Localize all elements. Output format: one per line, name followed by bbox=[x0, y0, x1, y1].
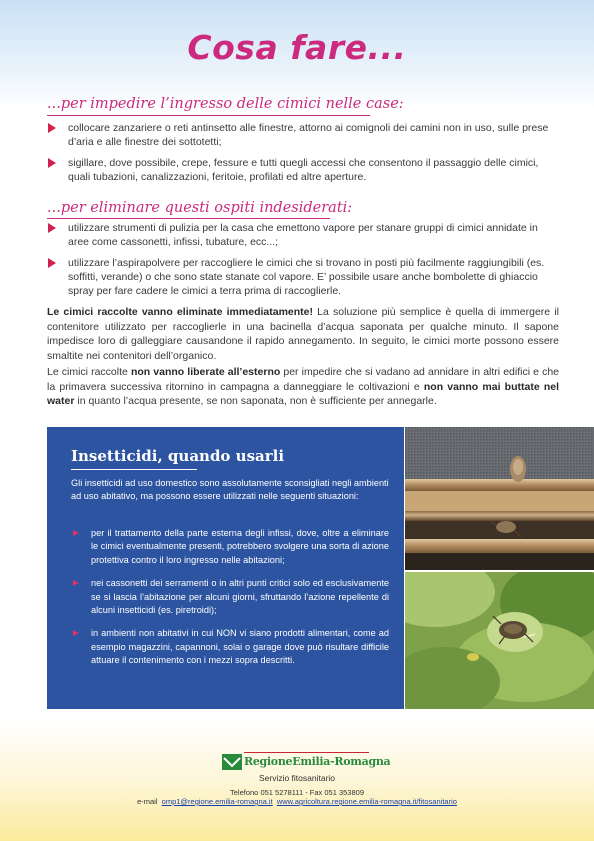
service-name: Servizio fitosanitario bbox=[258, 773, 336, 783]
page-title: Cosa fare... bbox=[187, 28, 407, 67]
section-heading-eliminate: ...per eliminare questi ospiti indesiderati: bbox=[47, 200, 353, 216]
regione-logo-icon bbox=[222, 754, 242, 770]
section-heading-prevent: ...per impedire l’ingresso delle cimici nelle case: bbox=[47, 96, 404, 112]
list-item: per il trattamento della parte esterna degli infissi, dove, oltre a eliminare le cimici eventualmente presenti, potrebbero svolgere una sorta di azione protettiva contro il loro ingresso nelle abitazioni; bbox=[71, 527, 389, 567]
list-item: utilizzare l’aspirapolvere per raccogliere le cimici che si trovano in posti più facilmente raggiungibili (es. soffitti, verande) o che sono state stanate col vapore. E’ possibile usare anche bombolette di ghiaccio spray per fare cadere le cimici a terra prima di raccoglierle. bbox=[47, 256, 559, 298]
contact-phone: Telefono 051 5278111 - Fax 051 353809 bbox=[230, 788, 364, 797]
list-item: in ambienti non abitativi in cui NON vi siano prodotti alimentari, come ad esempio magazzini, capannoni, solai o garage dove può risultare difficile attuare il contenimento con i mezzi sopra descritti. bbox=[71, 627, 389, 667]
leaves-illustration bbox=[405, 572, 594, 709]
insecticides-title-underline bbox=[71, 469, 197, 470]
arrow-bullet-icon bbox=[73, 630, 79, 636]
insecticides-list bbox=[71, 527, 389, 678]
list-item: utilizzare strumenti di pulizia per la casa che emettono vapore per stanare gruppi di cimici annidate in aree come cassonetti, infissi, tubature, ecc...; bbox=[47, 221, 559, 249]
window-frame-illustration bbox=[405, 427, 594, 570]
contact-line: e-mail omp1@regione.emilia-romagna.it www.agricoltura.regione.emilia-romagna.it/fitosanitario bbox=[137, 797, 457, 806]
arrow-bullet-icon bbox=[73, 530, 79, 536]
prevent-list bbox=[47, 121, 559, 191]
arrow-bullet-icon bbox=[73, 580, 79, 586]
section-divider bbox=[47, 218, 330, 219]
list-item: nei cassonetti dei serramenti o in altri punti critici solo ed esclusivamente se si lascia l’abitazione per alcuni giorni, sfruttando l’azione repellente di alcuni insetticidi (es. piretroidi); bbox=[71, 577, 389, 617]
list-item: collocare zanzariere o reti antinsetto alle finestre, attorno ai comignoli dei camini non in uso, sulle prese d’aria e alle finestre dei sottotetti; bbox=[47, 121, 559, 149]
window-frame-bugs-photo bbox=[405, 427, 594, 570]
insecticides-intro: Gli insetticidi ad uso domestico sono assolutamente sconsigliati negli ambienti ad uso abitativo, ma possono essere utilizzati nelle seguenti situazioni: bbox=[71, 478, 389, 502]
insecticides-title: Insetticidi, quando usarli bbox=[71, 447, 285, 465]
website-link[interactable]: www.agricoltura.regione.emilia-romagna.it/fitosanitario bbox=[276, 797, 457, 806]
logo-red-rule bbox=[244, 752, 369, 753]
arrow-bullet-icon bbox=[48, 158, 56, 168]
arrow-bullet-icon bbox=[48, 223, 56, 233]
regione-logo-text: RegioneEmilia-Romagna bbox=[244, 755, 391, 768]
section-divider bbox=[47, 115, 370, 116]
list-item: sigillare, dove possibile, crepe, fessure e tutti quegli accessi che consentono il passaggio delle cimici, quali tubazioni, canalizzazioni, feritoie, profilati ed altre aperture. bbox=[47, 156, 559, 184]
leaf-bug-photo bbox=[405, 572, 594, 709]
eliminate-list bbox=[47, 221, 559, 305]
email-link[interactable]: omp1@regione.emilia-romagna.it bbox=[161, 797, 273, 806]
regione-logo bbox=[222, 752, 391, 772]
arrow-bullet-icon bbox=[48, 123, 56, 133]
insecticides-box bbox=[47, 427, 404, 709]
warning-paragraph: Le cimici raccolte non vanno liberate all’esterno per impedire che si vadano ad annidare in altri edifici e che la primavera successiva ritornino in campagna a danneggiare le coltivazioni e non vanno mai buttate nel water in quanto l’acqua presente, se non saponata, non è sufficiente per annegarle. bbox=[47, 366, 559, 408]
disposal-paragraph: Le cimici raccolte vanno eliminate immediatamente! La soluzione più semplice è quella di immergere il contenitore utilizzato per raccoglierle in una bacinella d’acqua saponata per qualche minuto. Il sapone impedisce loro di galleggiare causandone il rapido annegamento. In seguito, le cimici morte possono essere smaltite nei contenitori dell’organico. bbox=[47, 306, 559, 362]
arrow-bullet-icon bbox=[48, 258, 56, 268]
